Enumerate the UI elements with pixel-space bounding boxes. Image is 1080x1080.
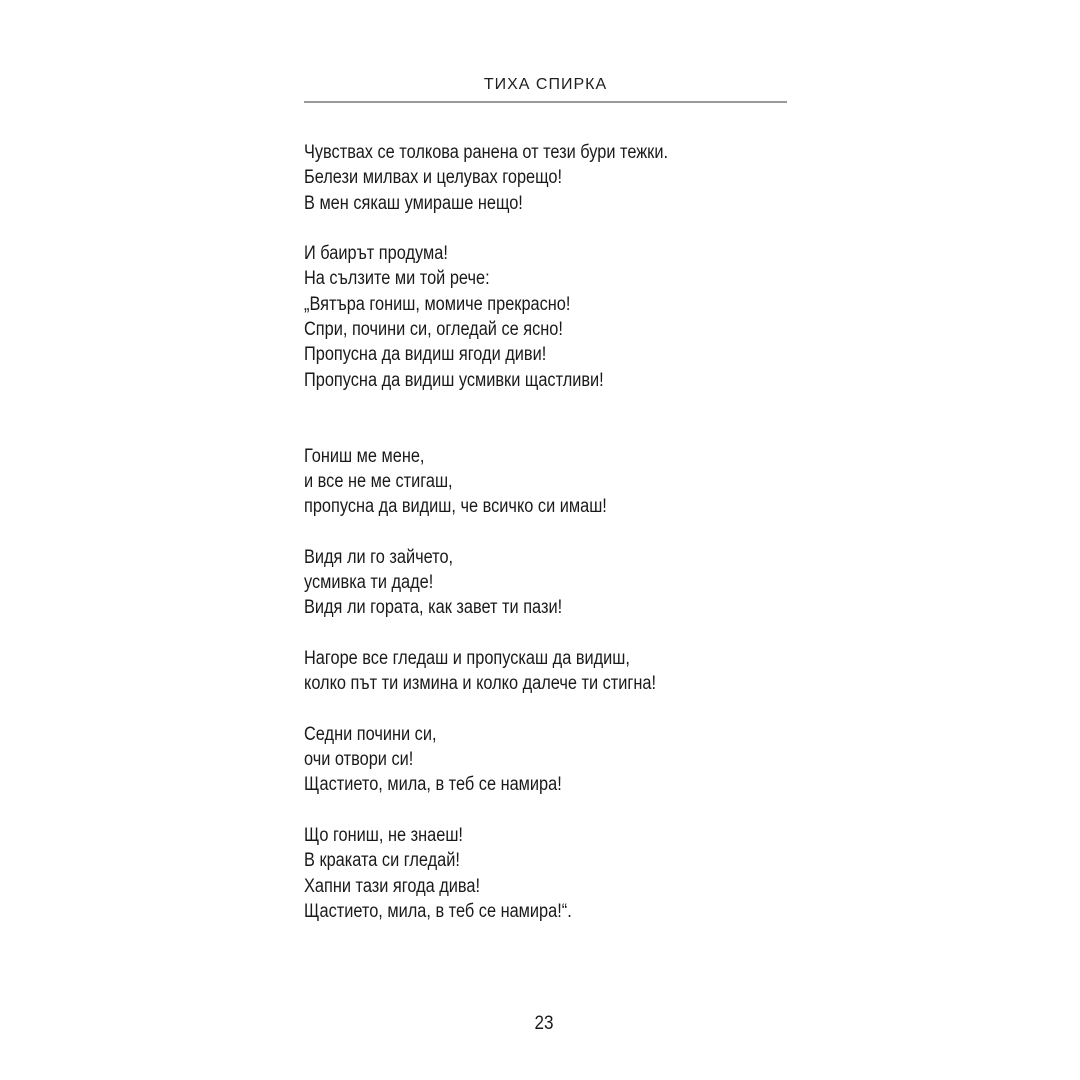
poem-line: И баирът продума!: [304, 243, 448, 265]
poem-body: [304, 140, 784, 924]
poem-line: Пропусна да видиш ягоди диви!: [304, 344, 547, 366]
poem-line: Видя ли гората, как завет ти пази!: [304, 597, 563, 619]
poem-line: Щастието, мила, в теб се намира!: [304, 774, 562, 796]
stanza-break: [304, 216, 784, 241]
poem-line: очи отвори си!: [304, 749, 414, 771]
poem-line: Белези милвах и целувах горещо!: [304, 167, 563, 189]
poem-line: пропусна да видиш, че всичко си имаш!: [304, 496, 607, 518]
stanza-break: [304, 697, 784, 722]
poem-line: и все не ме стигаш,: [304, 470, 453, 492]
stanza-5: [304, 646, 784, 697]
poem-line: „Вятъра гониш, момиче прекрасно!: [304, 293, 571, 315]
poem-line: Гониш ме мене,: [304, 445, 425, 467]
poem-line: Хапни тази ягода дива!: [304, 875, 481, 897]
stanza-1: [304, 140, 784, 216]
stanza-2: [304, 241, 784, 393]
poem-line: Видя ли го зайчето,: [304, 546, 454, 568]
stanza-break: [304, 393, 784, 444]
stanza-break: [304, 621, 784, 646]
running-header-title: ТИХА СПИРКА: [483, 76, 608, 93]
poem-line: Що гониш, не знаеш!: [304, 825, 463, 847]
poem-line: В мен сякаш умираше нещо!: [304, 192, 523, 214]
poem-line: Пропусна да видиш усмивки щастливи!: [304, 369, 604, 391]
poem-line: Спри, почини си, огледай се ясно!: [304, 319, 563, 341]
poem-line: Нагоре все гледаш и пропускаш да видиш,: [304, 647, 630, 669]
page-number: 23: [534, 1013, 554, 1034]
stanza-3: [304, 444, 784, 520]
stanza-6: [304, 722, 784, 798]
poem-line: Седни почини си,: [304, 723, 437, 745]
stanza-7: [304, 823, 784, 924]
header-rule: [304, 101, 787, 103]
poem-line: В краката си гледай!: [304, 850, 460, 872]
poem-line: Чувствах се толкова ранена от тези бури тежки.: [304, 142, 668, 163]
stanza-break: [304, 798, 784, 823]
poem-line: усмивка ти даде!: [304, 572, 434, 594]
poem-line: Щастието, мила, в теб се намира!“.: [304, 900, 572, 922]
stanza-break: [304, 519, 784, 544]
poem-line: колко път ти измина и колко далече ти стигна!: [304, 673, 657, 695]
stanza-4: [304, 545, 784, 621]
poem-line: На сълзите ми той рече:: [304, 268, 490, 290]
